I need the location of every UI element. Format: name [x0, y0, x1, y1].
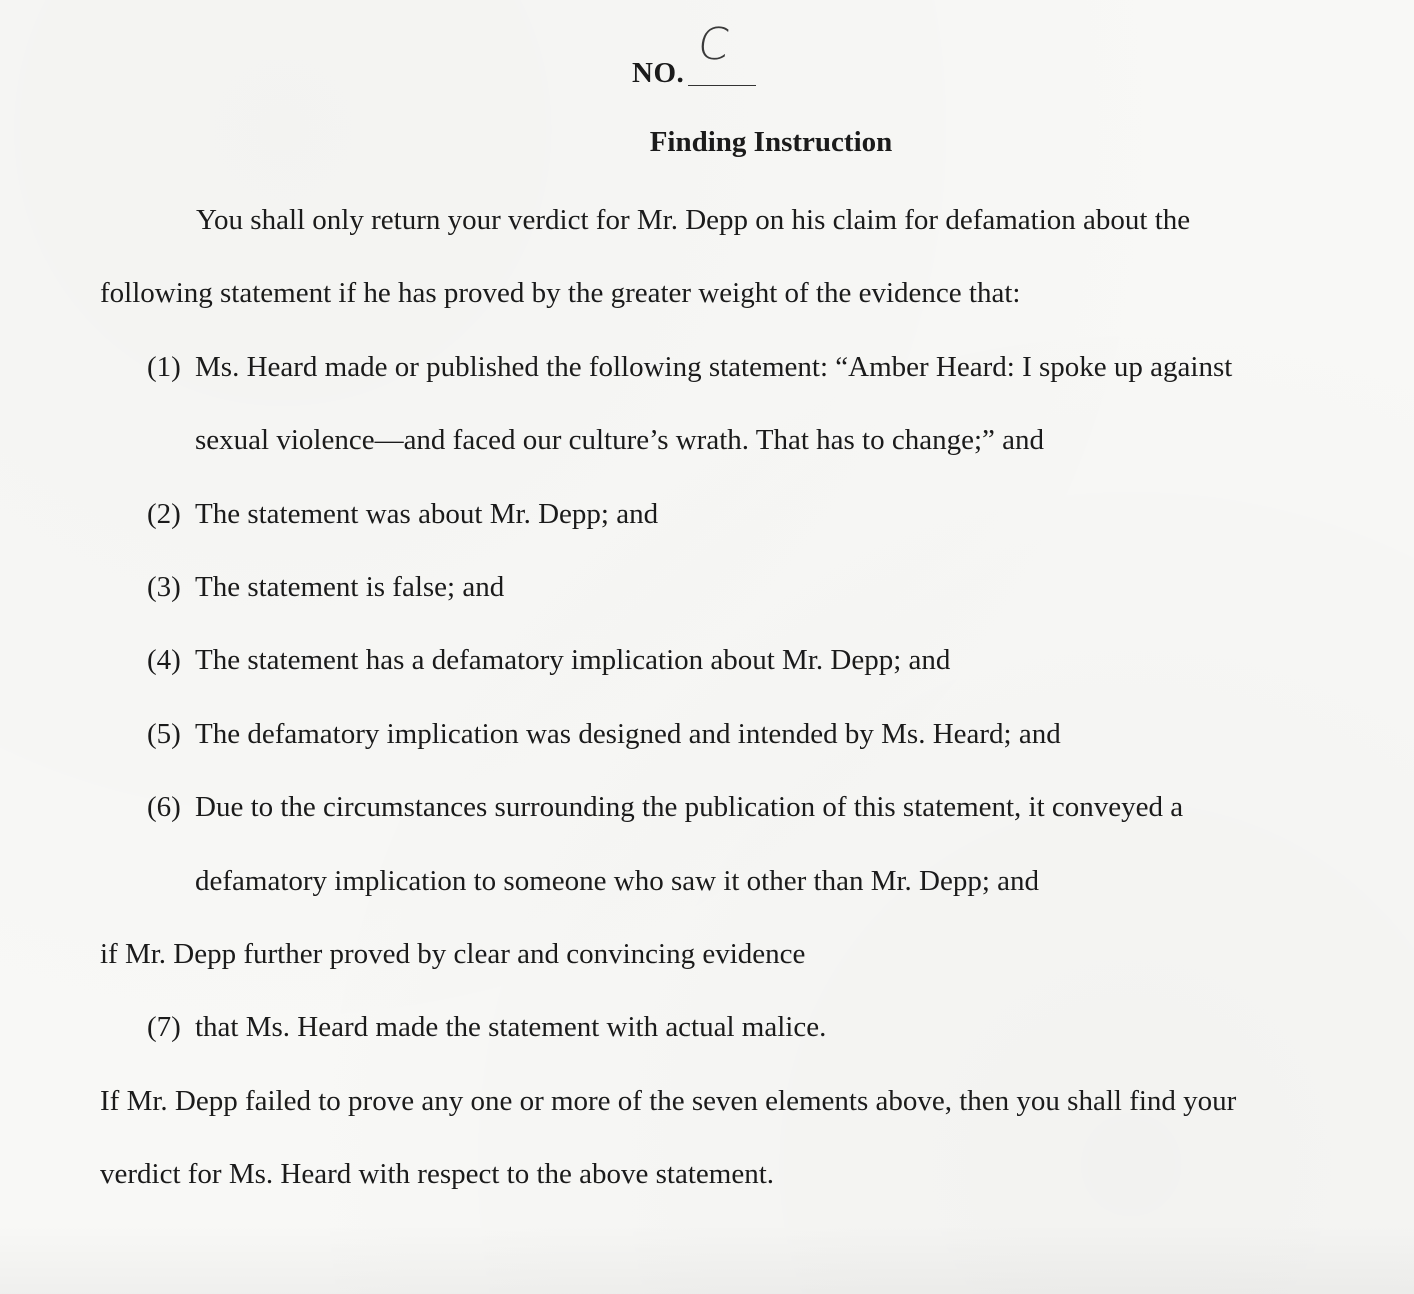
element-6-continued: defamatory implication to someone who saw it other than Mr. Depp; and [195, 864, 1040, 897]
element-7 [100, 991, 1338, 1064]
scan-shadow [0, 1224, 1414, 1294]
handwritten-number: C [694, 19, 733, 70]
element-text: The statement was about Mr. Depp; and [195, 497, 659, 530]
instruction-number [632, 19, 756, 96]
element-number: (2) [147, 497, 181, 530]
element-text: that Ms. Heard made the statement with actual malice. [195, 1011, 827, 1044]
number-label: NO. [632, 57, 685, 89]
intro-line-2: following statement if he has proved by the greater weight of the evidence that: [100, 277, 1021, 310]
element-4 [100, 624, 1338, 697]
element-number: (1) [147, 350, 181, 383]
element-number: (5) [147, 717, 181, 750]
element-text: Ms. Heard made or published the following statement: “Amber Heard: I spoke up against [195, 350, 1233, 383]
element-2 [100, 478, 1338, 551]
element-text: The statement is false; and [195, 570, 505, 603]
element-number: (4) [147, 644, 181, 677]
element-6 [100, 771, 1338, 844]
element-text: The statement has a defamatory implication about Mr. Depp; and [195, 644, 951, 677]
element-text: The defamatory implication was designed and intended by Ms. Heard; and [195, 717, 1061, 750]
element-5 [100, 698, 1338, 771]
number-blank [688, 19, 756, 86]
element-3 [100, 551, 1338, 624]
further-proof-line: if Mr. Depp further proved by clear and convincing evidence [100, 937, 806, 970]
intro-line-1: You shall only return your verdict for Mr. Depp on his claim for defamation about the [196, 204, 1191, 236]
page-title: Finding Instruction [649, 126, 893, 158]
conclusion-line-2: verdict for Ms. Heard with respect to the above statement. [100, 1158, 775, 1191]
element-number: (6) [147, 791, 181, 824]
element-text: Due to the circumstances surrounding the publication of this statement, it conveyed a [195, 791, 1184, 824]
conclusion-line-1: If Mr. Depp failed to prove any one or more of the seven elements above, then you shall find your [100, 1084, 1237, 1117]
instruction-body [100, 184, 1338, 1211]
element-1-continued: sexual violence—and faced our culture’s wrath. That has to change;” and [195, 424, 1045, 457]
element-number: (7) [147, 1011, 181, 1044]
element-1 [100, 331, 1338, 404]
element-number: (3) [147, 570, 181, 603]
